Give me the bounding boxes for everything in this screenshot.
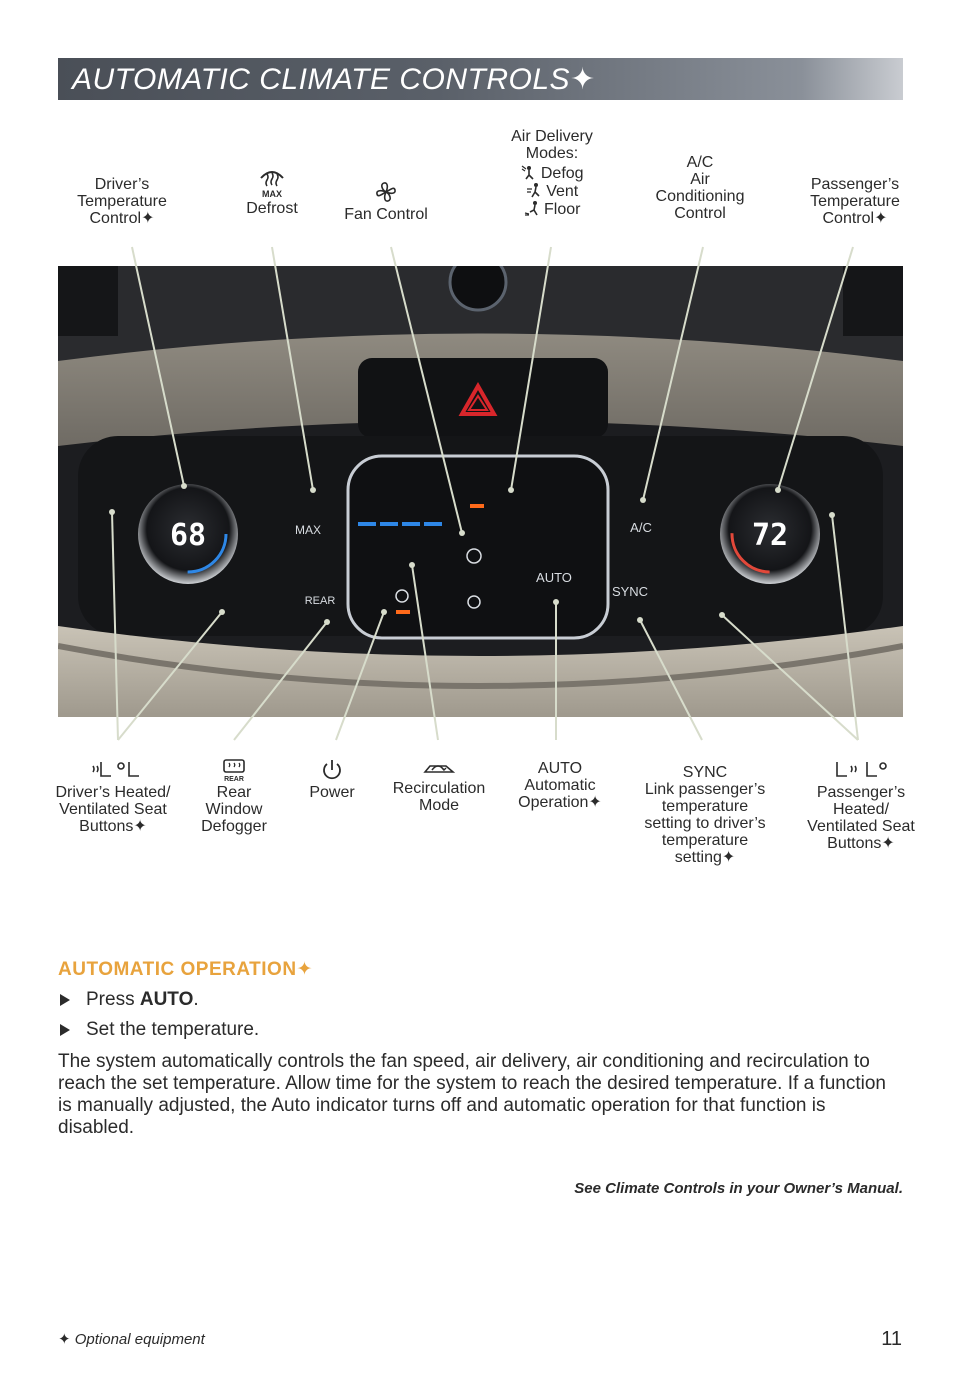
label-rear-window-defogger: REAR Rear Window Defogger [196,758,272,835]
heated-ventilated-seat-icon [46,758,180,782]
optional-equipment-footnote: ✦ Optional equipment [58,1331,205,1348]
automatic-operation-section [58,958,903,1139]
label-auto-operation: AUTO Automatic Operation✦ [518,760,602,811]
label-driver-temperature: Driver’s Temperature Control✦ [77,176,167,227]
panel-rear-label: REAR [304,595,336,607]
panel-ac-label: A/C [630,520,652,535]
power-icon [300,758,364,782]
passenger-temp-display: 72 [751,518,789,553]
defog-mode-icon [520,164,536,180]
step-set-temperature: Set the temperature. [58,1019,903,1041]
see-manual-note: See Climate Controls in your Owner’s Manual. [574,1180,903,1197]
recirculation-icon [384,758,494,778]
rear-badge: REAR [224,776,244,782]
section-banner [58,58,903,100]
passenger-heated-ventilated-seat-icon [798,758,924,782]
label-driver-seat-buttons: Driver’s Heated/ Ventilated Seat Buttons✦ [46,758,180,835]
label-passenger-temperature: Passenger’s Temperature Control✦ [810,176,900,227]
fan-icon [336,180,436,204]
vent-mode-icon [526,182,542,198]
label-recirculation-mode: Recirculation Mode [384,758,494,814]
label-ac: A/C Air Conditioning Control [655,154,745,222]
label-sync: SYNC Link passenger’s temperature setting to driver’s temperature setting✦ [644,764,766,866]
automatic-operation-title: AUTOMATIC OPERATION✦ [58,959,313,980]
label-air-delivery: Air Delivery Modes: Defog Vent Floor [511,128,593,218]
label-power: Power [300,758,364,801]
max-badge: MAX [262,189,282,198]
max-defrost-icon [236,166,308,198]
panel-auto-label: AUTO [536,570,572,585]
label-defrost: MAX Defrost [236,166,308,217]
floor-mode-icon [524,200,540,216]
panel-sync-label: SYNC [611,584,649,599]
climate-panel-photo [58,266,903,717]
page-title: AUTOMATIC CLIMATE CONTROLS✦ [72,63,596,96]
step-press-auto: Press AUTO. [58,989,903,1011]
rear-defog-icon [196,758,272,782]
label-passenger-seat-buttons: Passenger’s Heated/ Ventilated Seat Buttons✦ [798,758,924,852]
panel-max-label: MAX [294,523,322,537]
page-number: 11 [881,1328,902,1350]
label-fan-control: Fan Control [336,180,436,223]
automatic-operation-description: The system automatically controls the fan speed, air delivery, air conditioning and recirculation to reach the set temperature. Allow time for the system to reach the desired temperature. If a function is manually adjusted, the Auto indicator turns off and automatic operation for that function is disabled. [58,1051,886,1138]
driver-temp-display: 68 [169,518,207,553]
